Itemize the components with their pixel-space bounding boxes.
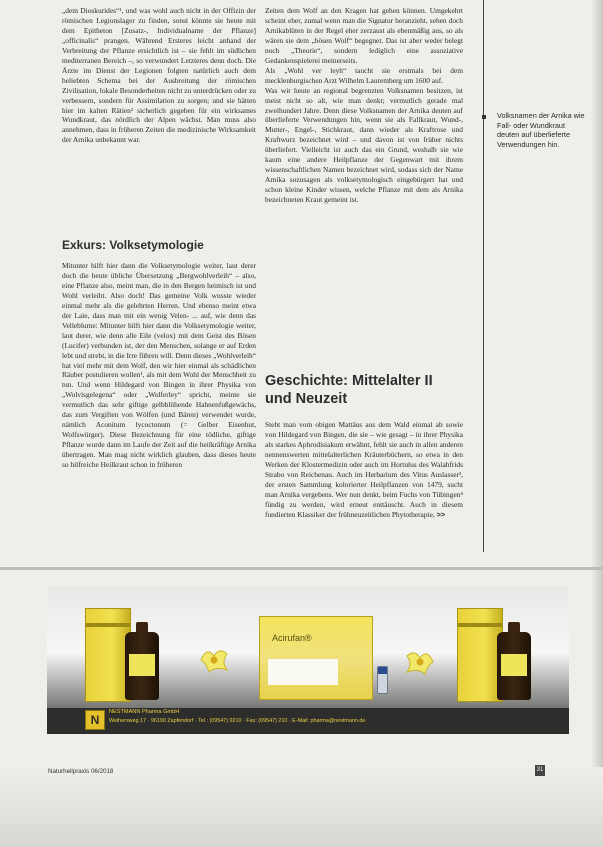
body-paragraph: Was wir heute an regional begrenzten Volksnamen besitzen, ist meist nicht so alt, wie man denkt; vermutlich gerade mal zweihundert Jahre. Denn diese Volksnamen der Arnika deuten auf überlieferte Verwendungen hin, wenn sie als Fallkraut, Wund-, Mutter-, Engel-, Stichkraut, dann wieder als Kraftrose und Kraftwurz bezeichnet wird – und davon ist von früher nichts überliefert. Vielleicht ist auch das ein Grund, weshalb sie wie kaum eine andere Heilpflanze der Gegenwart mit ihrem wissenschaftlichen Namen bezeichnet wird, sodass sich der Name Arnika sozusagen als volksetymologisch eingebürgert hat und schon kleine Kinder wissen, welche Pflanze mit dem als Arnika bezeichneten Kraut gemeint ist. <box>265 85 463 205</box>
margin-note: Volksnamen der Arnika wie Fall- oder Wundkraut deuten auf überlieferte Verwendungen hin. <box>497 111 585 149</box>
journal-footer: Naturheilpraxis 06/2018 <box>48 768 114 775</box>
margin-note-bullet <box>482 115 486 119</box>
body-paragraph: Zeiten dem Wolf an den Kragen hat gehen können. Umgekehrt scheint eher, zumal wenn man die Signatur heranzieht, sehen doch Arnikablüten in der Regel eher zerzaust als ebenmäßig aus, so als wären sie dem „bösen Wolf“ begegnet. Das ist aber weder belegt noch „Theorie“, sondern lediglich eine assoziative Gedankenspielerei meinerseits. <box>265 6 463 65</box>
company-contact: Weihersweg 17 · 96190 Zapfendorf · Tel.: (09547) 9210 · Fax: (09547) 210 · E-Mail: pharma@nestmann.de <box>109 718 366 724</box>
product-bottle-right <box>497 632 531 700</box>
scan-shadow <box>0 767 603 847</box>
scan-shadow <box>591 0 603 847</box>
body-paragraph <box>265 420 463 520</box>
column-rule <box>483 0 484 552</box>
body-text: Steht man vom obigen Mattäus aus dem Wald einmal ab sowie von Hildegard von Bingen, die sie – wie gesagt – in ihrer Physika als starkes Aphrodisiakum erwähnt, fehlt sie auch in allen anderen nennenswerten mittelalterlichen Kräuterbüchern, so etwa in den Werken der Klostermedizin oder auch im Hortulus des Walahfrids Strabo von Reichenau. Auch im Herbarium des Vitus Auslasser³, der ersten Sammlung kolorierter Heilpflanzen von 1479, sucht man Arnika vergebens. Wer nun denkt, beim Fuchs von Tübingen⁴ fündig zu werden, wird erneut enttäuscht. Auch in diesem fundierten Klassiker der frühneuzeitlichen Phytotherapie, <box>265 420 463 519</box>
product-box-center <box>259 616 373 700</box>
article-column-1 <box>62 6 256 145</box>
continued-marker: >> <box>436 509 446 519</box>
company-logo: N <box>85 710 105 730</box>
product-bottle-left <box>125 632 159 700</box>
article-column-1-continued <box>62 261 256 470</box>
product-vial <box>377 666 388 694</box>
page-fold <box>0 567 603 570</box>
arnica-flower-icon <box>403 646 437 676</box>
product-name: Acirufan® <box>272 633 312 643</box>
company-name: NESTMANN Pharma GmbH <box>109 709 180 715</box>
advertisement <box>47 586 569 734</box>
article-column-2-continued <box>265 420 463 520</box>
arnica-flower-icon <box>197 644 231 674</box>
section-heading-geschichte: Geschichte: Mittelalter II und Neuzeit <box>265 373 433 407</box>
body-paragraph: „dem Dioskurides“¹, und was wohl auch nicht in der Offizin der römischen Legionslager zu finden, sonst könnte sie heute mit dem Epitheton [Zusatz-, Individualname der Pflanze] „officinalis“ prangen. Während Ersteres leicht anhand der Verbreitung der Pflanze ersichtlich ist – sie fehlt im südlichen mediterranen Bereich –, so verwundert Letzteres denn doch. Die Ärzte im Dienst der Legionen folgten natürlich auch dem beliebten Schema bei der Ausbreitung der römischen Zivilisation, lokale Besonderheiten nicht zu unterdrücken oder zu verbessern, sondern für Assimilation zu sorgen; und sie hätten hier im kalten Rätien² sicherlich gegeben für ein wirksames Wundkraut, das nördlich der Alpen wächst. Man muss also annehmen, dass in früheren Zeiten die medizinische Wirksamkeit der Arnika unbekannt war. <box>62 6 256 145</box>
body-paragraph: Mitunter hilft hier dann die Volksetymologie weiter, laut derer doch die heute übliche Übersetzung „Bergwohlverleih“ – also, eine Pflanze also, meint man, die in den Bergen heimisch ist und Wohl verleiht. Also doch! Das gemeine Volk wusste wieder einmal mehr als die gelehrten Herren. Und ebenso meint etwa der Laie, dass man mit ein wenig Velen- ... auf, wie denn das Velleblume: Mitunter hilft hier dann die Volksetymologie weiter, laut derer, wie denn alle Eile (velox) mit dem Geist des Bösen (Lucifer) verbunden ist, der den Menschen, solange er auf Erden lebt und strebt, in die Irre führen will. Denn dieses „Wohlverleih“ hat viel mehr mit dem Wolf, den wir hier einmal als schädlichen Räuber postulieren wollen¹, als mit dem Wohl der Menschheit zu tun. Und wenn Hildegard von Bingen in ihrer Physika von „Wolvisgelegena“ oder „Wolferley“ spricht, meinte sie vermutlich das sehr giftige gelbblühende Hahnenfußgewächs, das zum Vergiften von Wölfen (und Bären) verwendet wurde, nämlich Aconitum lycoctonum (= Gelber Eisenhut, Wolfswürger). Diese Bezeichnung für eine tödliche, giftige Pflanze wurde dann im Laufe der Zeit auf die heilkräftige Arnika übertragen. Man mag nicht wirklich glauben, dass dieses heute so hilfreiche Heilkraut schon in früheren <box>62 261 256 470</box>
body-paragraph: Als „Wohl ver leyh“ taucht sie erstmals bei dem mecklenburgischen Arzt Wilhelm Lauremberg um 1600 auf. <box>265 65 463 85</box>
page-number: 31 <box>535 765 545 776</box>
section-heading-volksetymologie: Exkurs: Volksetymologie <box>62 238 204 252</box>
article-column-2 <box>265 6 463 205</box>
